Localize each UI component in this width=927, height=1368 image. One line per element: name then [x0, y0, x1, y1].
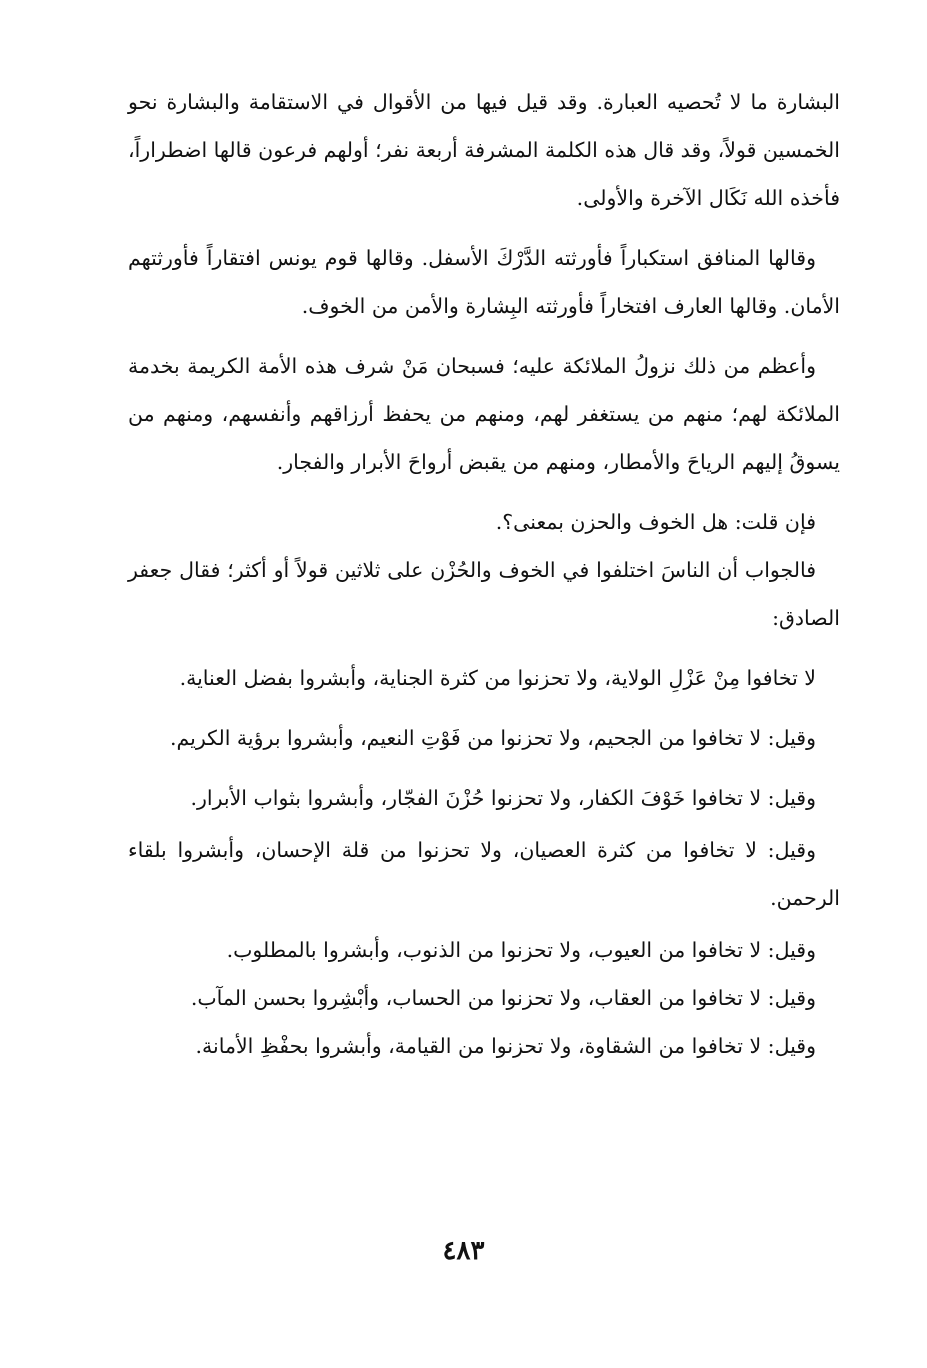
paragraph-munafiq: وقالها المنافق استكباراً فأورثته الدَّرْكَ الأسفل. وقالها قوم يونس افتقاراً فأورثتهم الأمان. وقالها العارف افتخاراً فأورثته البِشارة والأمن من الخوف. — [128, 246, 840, 318]
paragraph-question: فإن قلت: هل الخوف والحزن بمعنى؟. — [495, 510, 816, 534]
paragraph-malaika: وأعظم من ذلك نزولُ الملائكة عليه؛ فسبحان مَنْ شرف هذه الأمة الكريمة بخدمة الملائكة لهم؛ منهم من يستغفر لهم، ومنهم من يحفظ أرزاقهم وأنفسهم، ومنهم من يسوقُ إليهم الرياحَ والأمطار، ومنهم من يقبض أرواحَ الأبرار والفجار. — [128, 354, 840, 474]
paragraph-qila-5: وقيل: لا تخافوا من العقاب، ولا تحزنوا من الحساب، وأبْشِروا بحسن المآب. — [190, 986, 816, 1010]
paragraph-qila-1: وقيل: لا تخافوا من الجحيم، ولا تحزنوا من فَوْتِ النعيم، وأبشروا برؤية الكريم. — [169, 726, 816, 750]
page-body — [128, 78, 840, 1070]
page-number: ٤٨٣ — [442, 1236, 485, 1266]
paragraph-qila-2: وقيل: لا تخافوا خَوْفَ الكفار، ولا تحزنوا حُزْنَ الفجّار، وأبشروا بثواب الأبرار. — [190, 786, 816, 810]
paragraph-qila-6: وقيل: لا تخافوا من الشقاوة، ولا تحزنوا من القيامة، وأبشروا بحفْظِ الأمانة. — [195, 1034, 816, 1058]
paragraph-jafar-quote: لا تخافوا مِنْ عَزْلِ الولاية، ولا تحزنوا من كثرة الجناية، وأبشروا بفضل العناية. — [179, 666, 816, 690]
paragraph-qila-4: وقيل: لا تخافوا من العيوب، ولا تحزنوا من الذنوب، وأبشروا بالمطلوب. — [226, 938, 816, 962]
paragraph-bishara: البشارة ما لا تُحصيه العبارة. وقد قيل فيها من الأقوال في الاستقامة والبشارة نحو الخمسين قولاً، وقد قال هذه الكلمة المشرفة أربعة نفر؛ أولهم فرعون قالها اضطراراً، فأخذه الله نَكَال الآخرة والأولى. — [128, 90, 840, 210]
paragraph-qila-3: وقيل: لا تخافوا من كثرة العصيان، ولا تحزنوا من قلة الإحسان، وأبشروا بلقاء الرحمن. — [128, 838, 840, 910]
paragraph-answer: فالجواب أن الناسَ اختلفوا في الخوف والحُزْن على ثلاثين قولاً أو أكثر؛ فقال جعفر الصادق: — [128, 558, 840, 630]
